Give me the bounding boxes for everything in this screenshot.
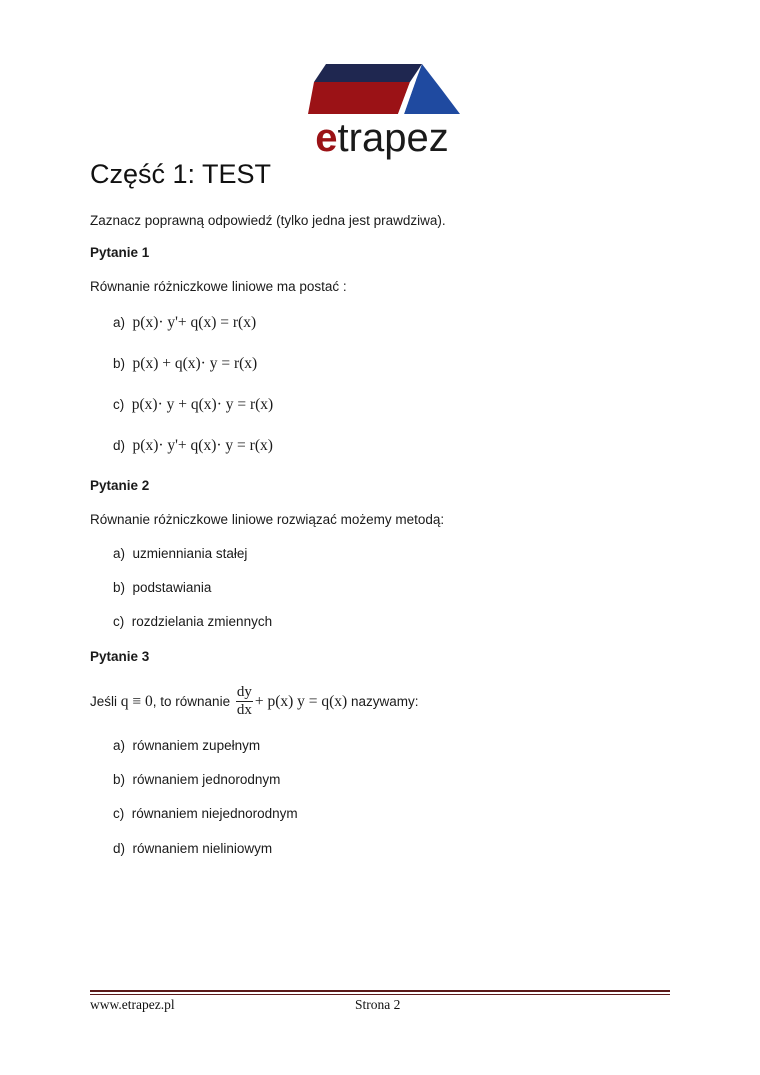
question-2-option-a[interactable] bbox=[113, 545, 247, 563]
fraction-denominator: dx bbox=[236, 702, 252, 718]
logo-navy-shape bbox=[314, 64, 422, 82]
option-text: równaniem jednorodnym bbox=[132, 772, 281, 787]
prompt-mid: , to równanie bbox=[152, 694, 231, 709]
prompt-start: Jeśli bbox=[90, 694, 118, 709]
footer-page-number: Strona 2 bbox=[355, 997, 401, 1012]
equation-rest: + p(x) y = q(x) bbox=[254, 692, 348, 710]
question-1-option-c[interactable] bbox=[113, 394, 273, 416]
option-text: równaniem zupełnym bbox=[132, 738, 261, 753]
option-letter: c) bbox=[113, 806, 125, 821]
footer-rule-thin bbox=[90, 994, 670, 995]
question-1-option-a[interactable] bbox=[113, 312, 256, 334]
option-letter: b) bbox=[113, 580, 126, 595]
option-formula: p(x)· y'+ q(x)· y = r(x) bbox=[132, 437, 273, 454]
fraction-numerator: dy bbox=[236, 684, 252, 700]
option-formula: p(x)· y + q(x)· y = r(x) bbox=[131, 396, 274, 413]
question-2-label: Pytanie 2 bbox=[90, 478, 150, 493]
footer-rule-thick bbox=[90, 990, 670, 992]
option-letter: a) bbox=[113, 738, 126, 753]
option-letter: c) bbox=[113, 614, 125, 629]
question-1-option-d[interactable] bbox=[113, 435, 273, 457]
option-letter: a) bbox=[113, 546, 126, 561]
derivative-fraction bbox=[236, 684, 253, 719]
logo-red-shape bbox=[308, 82, 410, 114]
option-text: uzmienniania stałej bbox=[132, 546, 248, 561]
option-formula: p(x) + q(x)· y = r(x) bbox=[132, 355, 258, 372]
trapezoid-logo-icon bbox=[292, 62, 472, 118]
logo-wordmark: etrapez bbox=[315, 116, 449, 160]
etrapez-logo bbox=[292, 62, 472, 158]
condition-formula: q ≡ 0 bbox=[120, 692, 153, 710]
question-1-option-b[interactable] bbox=[113, 353, 257, 375]
option-letter: d) bbox=[113, 438, 126, 453]
question-3-option-c[interactable] bbox=[113, 805, 298, 823]
option-formula: p(x)· y'+ q(x) = r(x) bbox=[132, 314, 257, 331]
instruction-text: Zaznacz poprawną odpowiedź (tylko jedna jest prawdziwa). bbox=[90, 213, 446, 228]
question-3-option-d[interactable] bbox=[113, 840, 272, 858]
question-3-label: Pytanie 3 bbox=[90, 649, 150, 664]
option-text: równaniem nieliniowym bbox=[132, 841, 273, 856]
prompt-end: nazywamy: bbox=[351, 694, 419, 709]
option-letter: c) bbox=[113, 397, 125, 412]
option-letter: b) bbox=[113, 356, 126, 371]
option-text: rozdzielania zmiennych bbox=[131, 614, 273, 629]
option-letter: a) bbox=[113, 315, 126, 330]
footer-website-link[interactable]: www.etrapez.pl bbox=[90, 997, 175, 1012]
question-1-prompt: Równanie różniczkowe liniowe ma postać : bbox=[90, 279, 347, 294]
option-text: równaniem niejednorodnym bbox=[131, 806, 298, 821]
question-2-option-c[interactable] bbox=[113, 613, 272, 631]
question-1-label: Pytanie 1 bbox=[90, 245, 150, 260]
question-3-prompt bbox=[90, 684, 419, 719]
option-text: podstawiania bbox=[132, 580, 212, 595]
option-letter: b) bbox=[113, 772, 126, 787]
question-3-option-a[interactable] bbox=[113, 737, 260, 755]
question-2-prompt: Równanie różniczkowe liniowe rozwiązać możemy metodą: bbox=[90, 512, 445, 527]
question-2-option-b[interactable] bbox=[113, 579, 211, 597]
question-3-option-b[interactable] bbox=[113, 771, 280, 789]
option-letter: d) bbox=[113, 841, 126, 856]
page-title: Część 1: TEST bbox=[90, 159, 272, 189]
